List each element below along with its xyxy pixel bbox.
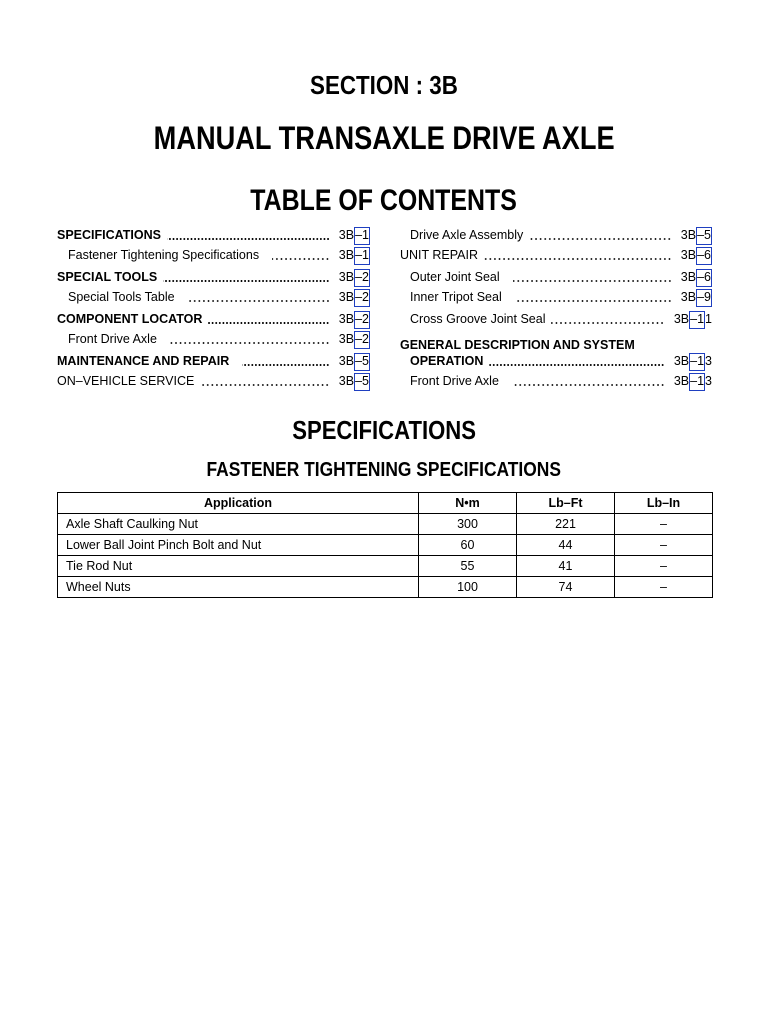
page-link-box[interactable]: –2 [354, 311, 370, 329]
toc-entry[interactable] [410, 311, 712, 327]
dot-leader [513, 269, 672, 285]
toc-entry[interactable] [57, 353, 370, 369]
toc-entry-label: Cross Groove Joint Seal [410, 312, 546, 326]
page-link-box[interactable]: –5 [696, 227, 712, 245]
toc-entry-label: SPECIAL TOOLS [57, 270, 158, 284]
fastener-specifications-table [57, 492, 713, 598]
toc-page-ref[interactable]: 3B–6 [681, 269, 712, 287]
table-header-row [58, 493, 713, 514]
toc-entry[interactable] [68, 331, 370, 347]
cell-application: Lower Ball Joint Pinch Bolt and Nut [58, 535, 419, 556]
toc-entry-label: GENERAL DESCRIPTION AND SYSTEM [400, 338, 635, 352]
page-link-box[interactable]: –6 [696, 269, 712, 287]
page-title-text: MANUAL TRANSAXLE DRIVE AXLE [153, 120, 615, 156]
cell-nm: 300 [419, 514, 517, 535]
toc-page-ref[interactable]: 3B–5 [339, 353, 370, 371]
page-title [0, 120, 768, 156]
page-link-box[interactable]: –1 [689, 311, 705, 329]
dot-leader [208, 311, 329, 327]
toc-entry[interactable] [57, 269, 370, 285]
toc-entry-label: Inner Tripot Seal [410, 290, 502, 304]
page-link-box[interactable]: –5 [354, 353, 370, 371]
specifications-heading [0, 415, 768, 445]
toc-entry-label: UNIT REPAIR [400, 248, 479, 262]
table-row [58, 556, 713, 577]
toc-entry-label: MAINTENANCE AND REPAIR [57, 354, 230, 368]
toc-page-ref[interactable]: 3B–2 [339, 269, 370, 287]
page-link-box[interactable]: –6 [696, 247, 712, 265]
dot-leader [200, 373, 329, 389]
dot-leader [167, 227, 330, 243]
toc-entry[interactable] [68, 289, 370, 305]
toc-entry-label: Outer Joint Seal [410, 270, 500, 284]
toc-page-ref[interactable]: 3B–2 [339, 289, 370, 307]
toc-heading [0, 184, 768, 218]
fastener-specifications-heading [0, 458, 768, 482]
cell-lb-ft: 44 [517, 535, 615, 556]
toc-entry-label: COMPONENT LOCATOR [57, 312, 203, 326]
toc-page-ref[interactable]: 3B–2 [339, 311, 370, 329]
toc-entry[interactable] [410, 289, 712, 305]
toc-entry-label: Front Drive Axle [410, 374, 499, 388]
toc-entry-label: Drive Axle Assembly [410, 228, 524, 242]
toc-page-ref[interactable]: 3B–9 [681, 289, 712, 307]
toc-page-ref[interactable]: 3B–5 [339, 373, 370, 391]
page-link-box[interactable]: –2 [354, 269, 370, 287]
specifications-heading-text: SPECIFICATIONS [292, 415, 476, 445]
page-link-box[interactable]: –1 [354, 247, 370, 265]
column-header-lb-ft: Lb–Ft [517, 493, 615, 514]
toc-page-ref[interactable]: 3B–2 [339, 331, 370, 349]
dot-leader [551, 311, 664, 327]
cell-lb-ft: 221 [517, 514, 615, 535]
dot-leader [170, 331, 330, 347]
column-header-application: Application [58, 493, 419, 514]
cell-application: Wheel Nuts [58, 577, 419, 598]
dot-leader [188, 289, 330, 305]
toc-entry[interactable] [57, 227, 370, 243]
toc-entry-label: ON–VEHICLE SERVICE [57, 374, 195, 388]
dot-leader [242, 353, 330, 369]
toc-entry[interactable] [410, 373, 712, 389]
toc-entry[interactable] [410, 269, 712, 285]
toc-page-ref[interactable]: 3B–11 [674, 311, 712, 329]
toc-page-ref[interactable]: 3B–1 [339, 227, 370, 245]
cell-nm: 55 [419, 556, 517, 577]
dot-leader [529, 227, 672, 243]
cell-lb-in: – [615, 556, 713, 577]
toc-page-ref[interactable]: 3B–1 [339, 247, 370, 265]
column-header-lb-in: Lb–In [615, 493, 713, 514]
toc-page-ref[interactable]: 3B–13 [674, 373, 712, 391]
table-row [58, 535, 713, 556]
toc-page-ref[interactable]: 3B–6 [681, 247, 712, 265]
page-link-box[interactable]: –1 [689, 353, 705, 371]
toc-heading-text: TABLE OF CONTENTS [250, 184, 518, 217]
dot-leader [163, 269, 330, 285]
cell-lb-ft: 74 [517, 577, 615, 598]
cell-lb-ft: 41 [517, 556, 615, 577]
toc-entry-label: OPERATION [410, 354, 484, 368]
cell-nm: 100 [419, 577, 517, 598]
page-link-box[interactable]: –1 [689, 373, 705, 391]
cell-lb-in: – [615, 535, 713, 556]
toc-entry[interactable] [68, 247, 370, 263]
cell-application: Tie Rod Nut [58, 556, 419, 577]
dot-leader [512, 373, 665, 389]
table-row [58, 514, 713, 535]
toc-entry-label: SPECIFICATIONS [57, 228, 161, 242]
dot-leader [272, 247, 330, 263]
toc-entry[interactable] [410, 353, 712, 369]
column-header-nm: N•m [419, 493, 517, 514]
page-link-box[interactable]: –9 [696, 289, 712, 307]
table-row [58, 577, 713, 598]
dot-leader [489, 353, 664, 369]
toc-entry-label: Special Tools Table [68, 290, 175, 304]
page-link-box[interactable]: –1 [354, 227, 370, 245]
page-link-box[interactable]: –2 [354, 331, 370, 349]
cell-lb-in: – [615, 577, 713, 598]
fastener-specifications-heading-text: FASTENER TIGHTENING SPECIFICATIONS [206, 459, 562, 481]
dot-leader [515, 289, 672, 305]
cell-application: Axle Shaft Caulking Nut [58, 514, 419, 535]
toc-entry-label: Front Drive Axle [68, 332, 157, 346]
cell-nm: 60 [419, 535, 517, 556]
page-link-box[interactable]: –5 [354, 373, 370, 391]
toc-entry[interactable] [400, 247, 712, 263]
page-link-box[interactable]: –2 [354, 289, 370, 307]
toc-entry-heading [400, 337, 712, 353]
toc-entry[interactable] [57, 311, 370, 327]
toc-page-ref[interactable]: 3B–5 [681, 227, 712, 245]
toc-entry[interactable] [57, 373, 370, 389]
section-label [0, 70, 768, 100]
toc-entry-label: Fastener Tightening Specifications [68, 248, 260, 262]
toc-page-ref[interactable]: 3B–13 [674, 353, 712, 371]
cell-lb-in: – [615, 514, 713, 535]
dot-leader [484, 247, 672, 263]
toc-entry[interactable] [410, 227, 712, 243]
section-text: SECTION : 3B [310, 70, 458, 100]
